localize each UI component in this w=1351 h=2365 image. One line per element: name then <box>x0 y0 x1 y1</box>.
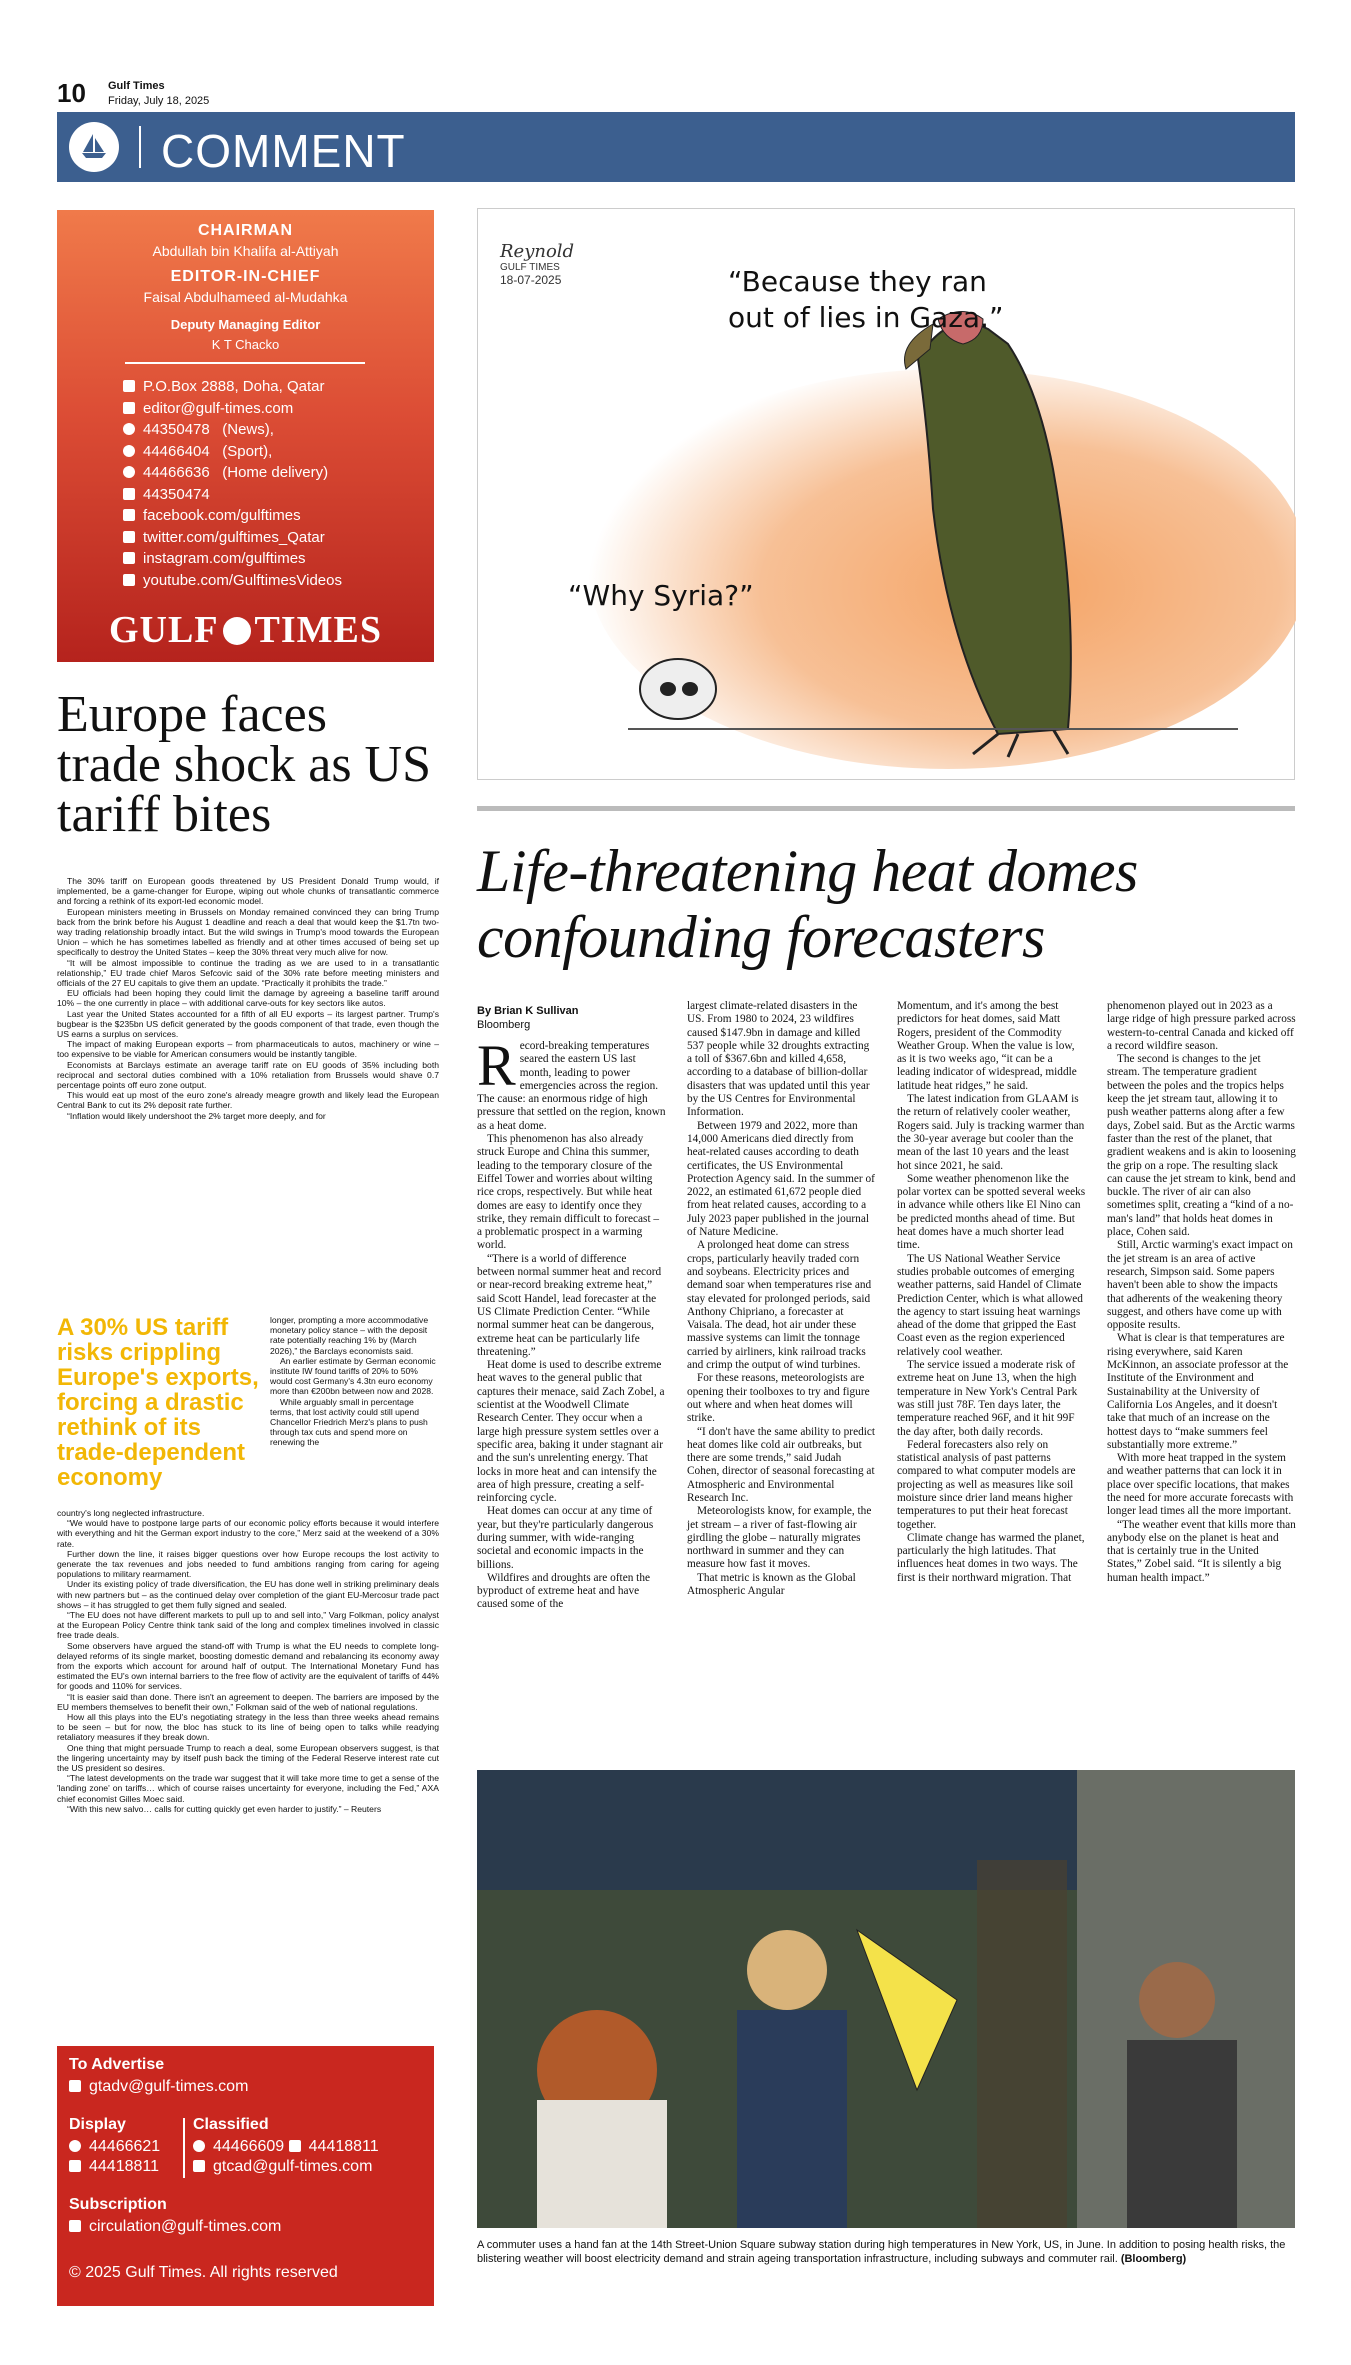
heat-column-3: Momentum, and it's among the best predictors for heat domes, said Matt Rogers, president of the Commodity Weather Group. When the value is low, as it is two weeks ago, “it can be a leading indicator of widespread, middle latitude heat ridges,” he said. The latest indication from GLAAM is the return of relatively cooler weather, Rogers said. July is tracking warmer than the 30-year average but cooler than the mean of the last 10 years and the least hot since 2021, he said. Some weather phenomenon like the polar vortex can be spotted several weeks in advance while others like El Nino can be predicted months ahead of time. But heat domes have a much shorter lead time. The US National Weather Service studies probable outcomes of emerging weather patterns, said Handel of Climate Prediction Center, which is what allowed the agency to start issuing heat warnings ahead of the dome that gripped the East Coast even as the region experienced relatively cool weather. The service issued a moderate risk of extreme heat on June 13, when the high temperature in New York's Central Park was still just 78F. Ten days later, the temperature reached 96F, and it hit 99F the day after, both daily records. Federal forecasters also rely on statistical analysis of past patterns compared to what computer models are projecting as well as measures like soil moisture since drier land means higher temperatures to put their heat forecast together. Climate change has warmed the planet, particularly the high latitudes. That influences heat domes in two ways. The first is their northward migration. That <box>897 1000 1086 1584</box>
copyright: © 2025 Gulf Times. All rights reserved <box>69 2264 338 2281</box>
editor-name: Faisal Abdulhameed al-Mudahka <box>143 289 348 305</box>
x-icon <box>123 531 135 543</box>
deputy-name: K T Chacko <box>211 337 280 352</box>
classified-label: Classified <box>193 2116 269 2133</box>
editor-label: EDITOR-IN-CHIEF <box>170 268 321 285</box>
phone-news: 44350478 (News), <box>123 419 342 441</box>
email-icon <box>193 2160 205 2172</box>
byline: By Brian K Sullivan <box>477 1005 579 1017</box>
editorial-cartoon <box>477 208 1295 780</box>
advert-box <box>57 2046 434 2306</box>
logo-emblem-icon <box>223 617 251 645</box>
classified-email[interactable]: gtcad@gulf-times.com <box>193 2158 372 2176</box>
section-banner <box>57 112 1295 182</box>
phone-icon <box>123 423 135 435</box>
advertise-email[interactable]: gtadv@gulf-times.com <box>69 2078 248 2096</box>
drop-cap: R <box>477 1033 516 1098</box>
europe-body: The 30% tariff on European goods threatened by US President Donald Trump would, if implemented, be a game-changer for Europe, wiping out whole chunks of transatlantic commerce and forcing a rethink of its export-led economic model. European ministers meeting in Brussels on Monday remained convinced they can bring Trump back from the brink before his August 1 deadline and reach a deal that would keep the $1.7tn two-way trading relationship broadly intact. But the wild swings in Trump's mood towards the European Union – which he has sometimes labelled as friendly and at other times accused of being set up specifically to destroy the United States – keep the 30% threat very much alive for now. “It will be almost impossible to continue the trading as we are used to in a transatlantic relationship,” EU trade chief Maros Sefcovic said of the 30% rate before meeting ministers and officials of the 27 EU capitals to give them an update. “Practically it prohibits the trade.” EU officials had been hoping they could limit the damage by agreeing a baseline tariff around 10% – the one currently in place – with additional carve-outs for key sectors like autos. Last year the United States accounted for a fifth of all EU exports – its largest partner. Trump's bugbear is the $235bn US deficit generated by the goods component of that trade, even though the US earns a surplus on services. The impact of making European exports – from pharmaceuticals to autos, machinery or wine – too expensive to be viable for American consumers would be instantly tangible. Economists at Barclays estimate an average tariff rate on EU goods of 35% including both reciprocal and sectoral duties combined with a 10% retaliation from Brussels would shave 0.7 percentage points off euro zone output. This would eat up most of the euro zone's already meagre growth and likely lead the European Central Bank to cut its 2% deposit rate further. “Inflation would likely undershoot the 2% target more deeply, and for <box>57 876 439 1121</box>
pull-quote: A 30% US tariff risks crippling Europe's exports, forcing a drastic rethink of its trade-dependent economy <box>57 1314 259 1491</box>
heat-column-4: phenomenon played out in 2023 as a large ridge of high pressure parked across western-to-central Canada and kicked off a record wildfire season. The second is changes to the jet stream. The temperature gradient between the poles and the tropics helps keep the jet stream taut, allowing it to push weather patterns along after a few days, Zobel said. But as the Arctic warms faster than the rest of the planet, that gradient weakens and is akin to loosening the grip on a rope. The resulting slack can cause the jet stream to kink, bend and buckle. The river of air can also sometimes split, creating a “kind of a no-man's land” that holds heat domes in place, Cohen said. Still, Arctic warming's exact impact on the jet stream is an area of active research, Simpson said. Some papers haven't been able to show the impacts that adherents of the weakening theory suggest, and others have come up with opposite results. What is clear is that temperatures are rising everywhere, said Karen McKinnon, an associate professor at the Institute of the Environment and Sustainability at the University of California Los Angeles, and it doesn't take that much of an increase on the hottest days to “make summers feel substantially more extreme.” With more heat trapped in the system and weather patterns that can lock it in place over specific locations, that makes the need for more accurate forecasts with longer lead times all the more important. “The weather event that kills more than anybody else on the planet is heat and that is certainly true in the United States,” Zobel said. “It is silently a big human health impact.” <box>1107 1000 1296 1584</box>
subway-photo <box>477 1770 1295 2228</box>
section-rule <box>477 806 1295 811</box>
youtube-icon <box>123 574 135 586</box>
cartoon-quote-top: “Because they ran out of lies in Gaza.” <box>728 265 1004 334</box>
classified-phones: 44466609 44418811 <box>193 2138 379 2156</box>
cartoon-signature: Reynold GULF TIMES 18-07-2025 <box>500 241 575 287</box>
deputy-label: Deputy Managing Editor <box>170 317 321 332</box>
subscription-label: Subscription <box>69 2196 167 2213</box>
fax-line: 44350474 <box>123 484 342 506</box>
instagram-icon <box>123 552 135 564</box>
byline-source: Bloomberg <box>477 1019 531 1031</box>
facebook-icon <box>123 509 135 521</box>
youtube-link[interactable]: youtube.com/GulftimesVideos <box>123 570 342 592</box>
heat-column-1: Record-breaking temperatures seared the eastern US last month, leading to power emergencies across the region. The cause: an enormous ridge of high pressure that settled on the region, known as a heat dome. This phenomenon has also already struck Europe and China this summer, leading to the temporary closure of the Eiffel Tower and worries about wilting rice crops, respectively. But while heat domes are easy to identify once they strike, they remain difficult to forecast – a problematic prospect in a warming world. “There is a world of difference between normal summer heat and record or near-record breaking extreme heat,” said Scott Handel, lead forecaster at the US Climate Prediction Center. “While normal summer heat can be dangerous, extreme heat can be particularly life threatening.” Heat dome is used to describe extreme heat waves to the general public that captures their menace, said Zach Zobel, a scientist at the Woodwell Climate Research Center. They occur when a large high pressure system settles over a specific area, baking it under stagnant air and the sun's unrelenting energy. That locks in more heat and can intensify the area of high pressure, creating a self-reinforcing cycle. Heat domes can occur at any time of year, but they're particularly dangerous during summer, with wide-ranging societal and economic impacts in the billions. Wildfires and droughts are often the byproduct of extreme heat and have caused some of the <box>477 1033 666 1611</box>
fax-icon <box>289 2140 301 2152</box>
europe-body-continued: country's long neglected infrastructure. “We would have to postpone large parts of our economic policy efforts because it would interfere with everything and hit the German export industry to the core,” Merz said at the weekend of a 30% rate. Further down the line, it raises bigger questions over how Europe recoups the lost activity to generate the tax revenues and jobs needed to fund ambitions ranging from caring for ageing populations to military rearmament. Under its existing policy of trade diversification, the EU has done well in striking preliminary deals with new partners but – as the continued delay over completion of the giant EU-Mercosur trade pact shows – it has struggled to get them fully signed and sealed. “The EU does not have different markets to pull up to and sell into,” Varg Folkman, policy analyst at the European Policy Centre think tank said of the long and complex timelines involved in classic free trade deals. Some observers have argued the stand-off with Trump is what the EU needs to complete long-delayed reforms of its single market, boosting domestic demand and rebalancing its economy away from the exports which account for around half of output. The International Monetary Fund has estimated the EU's own internal barriers to the free flow of activity are the equivalent of tariffs of 44% for goods and 110% for services. “It is easier said than done. There isn't an agreement to deepen. The barriers are imposed by the EU members themselves to benefit their own,” Folkman said of the web of national regulations. How all this plays into the EU's negotiating strategy in the less than three weeks ahead remains to be seen – but for now, the bloc has stuck to its line of being open to talks while readying retaliatory measures if they break down. One thing that might persuade Trump to reach a deal, some European observers suggest, is that the lingering uncertainty may by itself push back the timing of the Federal Reserve interest rate cut the US president so desires. “The latest developments on the trade war suggest that it will take more time to get a sense of the 'landing zone' on tariffs… which of course raises uncertainty for everyone, including the Fed,” AXA chief economist Gilles Moec said. “With this new salvo… calls for cutting quickly get even harder to justify.” – Reuters <box>57 1508 439 1814</box>
display-phone-1: 44466621 <box>69 2138 160 2156</box>
publication-name: Gulf Times <box>108 80 165 92</box>
display-label: Display <box>69 2116 126 2133</box>
twitter-link[interactable]: twitter.com/gulftimes_Qatar <box>123 527 342 549</box>
publication-date: Friday, July 18, 2025 <box>108 95 210 107</box>
phone-icon <box>69 2140 81 2152</box>
instagram-link[interactable]: instagram.com/gulftimes <box>123 548 342 570</box>
advertise-label: To Advertise <box>69 2056 165 2073</box>
europe-body-side: longer, prompting a more accommodative monetary policy stance – with the deposit rate potentially reaching 1% by (March 2026),” the Barclays economists said. An earlier estimate by German economic institute IW found tariffs of 20% to 50% would cost Germany's 4.3tn euro economy more than €200bn between now and 2028. While arguably small in percentage terms, that lost activity could still upend Chancellor Friedrich Merz's plans to push through tax cuts and spend more on renewing the <box>270 1315 436 1448</box>
contact-list <box>123 376 342 591</box>
subscription-email[interactable]: circulation@gulf-times.com <box>69 2218 281 2236</box>
heat-headline: Life-threatening heat domes confounding forecasters <box>477 838 1138 970</box>
photo-caption: A commuter uses a hand fan at the 14th Street-Union Square subway station during high temperatures in New York, US, in June. In addition to posing health risks, the blistering weather will boost electricity demand and strain ageing transportation infrastructure, including subways and commuter rail. (Bloomberg) <box>477 2239 1286 2265</box>
mail-icon <box>123 380 135 392</box>
banner-divider <box>139 126 141 168</box>
display-phone-2: 44418811 <box>69 2158 159 2176</box>
fax-icon <box>69 2160 81 2172</box>
phone-icon <box>193 2140 205 2152</box>
email-link[interactable]: editor@gulf-times.com <box>123 398 342 420</box>
gulf-times-logo: GULF TIMES <box>108 609 383 651</box>
page-number: 10 <box>57 78 86 108</box>
heat-column-2: largest climate-related disasters in the US. From 1980 to 2024, 23 wildfires caused $147.9bn in damage and killed 537 people while 32 droughts extracting a toll of $367.6bn and killed 4,658, according to a database of billion-dollar disasters that was updated until this year by the US Centres for Environmental Information. Between 1979 and 2022, more than 14,000 Americans died directly from heat-related causes according to death certificates, the US Environmental Protection Agency said. In the summer of 2022, an estimated 61,672 people died from heat related causes, according to a July 2023 paper published in the journal of Nature Medicine. A prolonged heat dome can stress crops, particularly heavily traded corn and soybeans. Electricity prices and demand soar when temperatures rise and stay elevated for prolonged periods, said Anthony Chipriano, a forecaster at Vaisala. The dead, hot air under these massive systems can limit the tonnage carried by airliners, kink railroad tracks and crimp the output of wind turbines. For these reasons, meteorologists are opening their toolboxes to try and figure out where and when heat domes will strike. “I don't have the same ability to predict heat domes like cold air outbreaks, but there are some trends,” said Judah Cohen, director of seasonal forecasting at Atmospheric and Environmental Research Inc. Meteorologists know, for example, the jet stream – a river of fast-flowing air girdling the globe – naturally migrates northward in summer and they can measure how fast it moves. That metric is known as the Global Atmospheric Angular <box>687 1000 876 1598</box>
phone-delivery: 44466636 (Home delivery) <box>123 462 342 484</box>
chairman-name: Abdullah bin Khalifa al-Attiyah <box>152 243 339 259</box>
phone-icon <box>123 466 135 478</box>
email-icon <box>69 2080 81 2092</box>
advert-divider <box>183 2118 185 2178</box>
email-icon <box>69 2220 81 2232</box>
phone-sport: 44466404 (Sport), <box>123 441 342 463</box>
cartoon-quote-bottom: “Why Syria?” <box>568 579 754 612</box>
masthead-rule <box>125 362 365 364</box>
subway-photo-image <box>477 1770 1295 2228</box>
facebook-link[interactable]: facebook.com/gulftimes <box>123 505 342 527</box>
phone-icon <box>123 445 135 457</box>
section-title: COMMENT <box>161 125 406 177</box>
address-line: P.O.Box 2888, Doha, Qatar <box>123 376 342 398</box>
chairman-label: CHAIRMAN <box>197 222 294 239</box>
dhow-logo-icon <box>69 122 119 172</box>
masthead-box <box>57 210 434 662</box>
email-icon <box>123 402 135 414</box>
europe-headline: Europe faces trade shock as US tariff bites <box>57 686 432 843</box>
fax-icon <box>123 488 135 500</box>
